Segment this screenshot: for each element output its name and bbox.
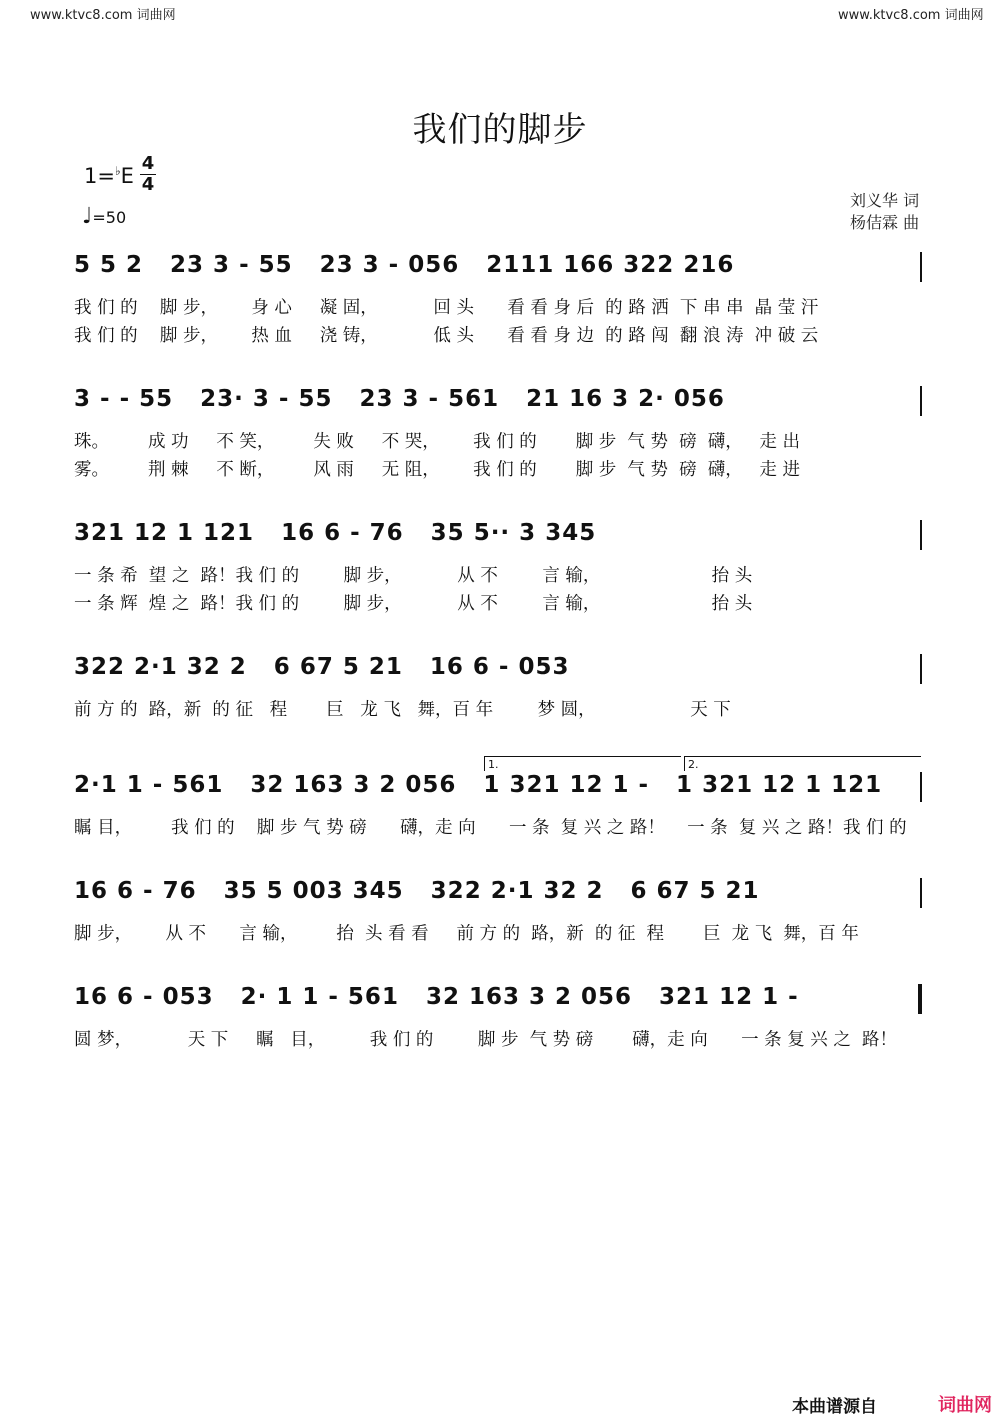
page-title: 我们的脚步: [412, 110, 588, 150]
flat-sign: ♭: [114, 164, 121, 178]
lyricist-credit: 刘义华 词: [850, 191, 920, 210]
lyrics-row-6: 脚 步， 从 不 言 输， 抬 头 看 看 前 方 的 路，新 的 征 程 巨 龙 飞 舞，百 年: [74, 924, 859, 944]
notation-row-2: 3 - - 55 23· 3 - 55 23 3 - 561 21 16 3 2· 056: [74, 386, 725, 412]
lyrics-row-3-verse-2: 一 条 辉 煌 之 路！我 们 的 脚 步， 从 不 言 输， 抬 头: [74, 594, 753, 614]
volta-first-bracket: [484, 756, 681, 771]
footer-label: 本曲谱源自: [792, 1397, 877, 1417]
final-barline: [918, 984, 922, 1014]
barline: [920, 520, 922, 550]
footer-brand-logo[interactable]: 词曲网: [938, 1395, 992, 1416]
lyrics-row-2-verse-2: 雾。 荆 棘 不 断， 风 雨 无 阻， 我 们 的 脚 步 气 势 磅 礴， 走 进: [74, 460, 800, 480]
barline: [920, 654, 922, 684]
time-signature: [138, 154, 158, 195]
lyrics-row-7: 圆 梦， 天 下 瞩 目， 我 们 的 脚 步 气 势 磅 礴，走 向 一 条 复 兴 之 路！: [74, 1030, 897, 1050]
barline: [920, 772, 922, 802]
barline: [920, 878, 922, 908]
time-top: 4: [141, 153, 155, 174]
tempo-mark: [82, 204, 126, 229]
barline: [920, 386, 922, 416]
notation-row-4: 322 2·1 32 2 6 67 5 21 16 6 - 053: [74, 654, 570, 680]
lyrics-row-5: 瞩 目， 我 们 的 脚 步 气 势 磅 礴，走 向 一 条 复 兴 之 路！ 一 条 复 兴 之 路！我 们 的: [74, 818, 907, 838]
volta-second-bracket: [684, 756, 921, 771]
lyrics-row-2-verse-1: 珠。 成 功 不 笑， 失 败 不 哭， 我 们 的 脚 步 气 势 磅 礴， 走 出: [74, 432, 800, 452]
notation-row-3: 321 12 1 121 16 6 - 76 35 5·· 3 345: [74, 520, 597, 546]
lyrics-row-1-verse-1: 我 们 的 脚 步， 身 心 凝 固， 回 头 看 看 身 后 的 路 洒 下 串 串 晶 莹 汗: [74, 298, 819, 318]
key-note: E: [120, 164, 134, 188]
lyrics-row-4: 前 方 的 路，新 的 征 程 巨 龙 飞 舞，百 年 梦 圆， 天 下: [74, 700, 731, 720]
time-bottom: 4: [141, 174, 155, 195]
quarter-note-icon: ♩: [82, 204, 93, 229]
key-prefix: 1=: [84, 164, 115, 188]
key-signature: [84, 164, 134, 188]
watermark-right: www.ktvc8.com 词曲网: [838, 8, 984, 23]
tempo-value: =50: [92, 208, 127, 227]
lyrics-row-1-verse-2: 我 们 的 脚 步， 热 血 浇 铸， 低 头 看 看 身 边 的 路 闯 翻 浪 涛 冲 破 云: [74, 326, 819, 346]
notation-row-7: 16 6 - 053 2· 1 1 - 561 32 163 3 2 056 321 12 1 -: [74, 984, 799, 1010]
notation-row-6: 16 6 - 76 35 5 003 345 322 2·1 32 2 6 67 5 21: [74, 878, 760, 904]
watermark-left: www.ktvc8.com 词曲网: [30, 8, 176, 23]
lyrics-row-3-verse-1: 一 条 希 望 之 路！我 们 的 脚 步， 从 不 言 输， 抬 头: [74, 566, 753, 586]
barline: [920, 252, 922, 282]
notation-row-1: 5 5 2 23 3 - 55 23 3 - 056 2111 166 322 216: [74, 252, 735, 278]
volta-second-label: 2.: [688, 758, 699, 771]
notation-row-5: 2·1 1 - 561 32 163 3 2 056 1 321 12 1 - 1 321 12 1 121: [74, 772, 883, 798]
composer-credit: 杨佶霖 曲: [850, 213, 920, 232]
volta-first-label: 1.: [488, 758, 499, 771]
